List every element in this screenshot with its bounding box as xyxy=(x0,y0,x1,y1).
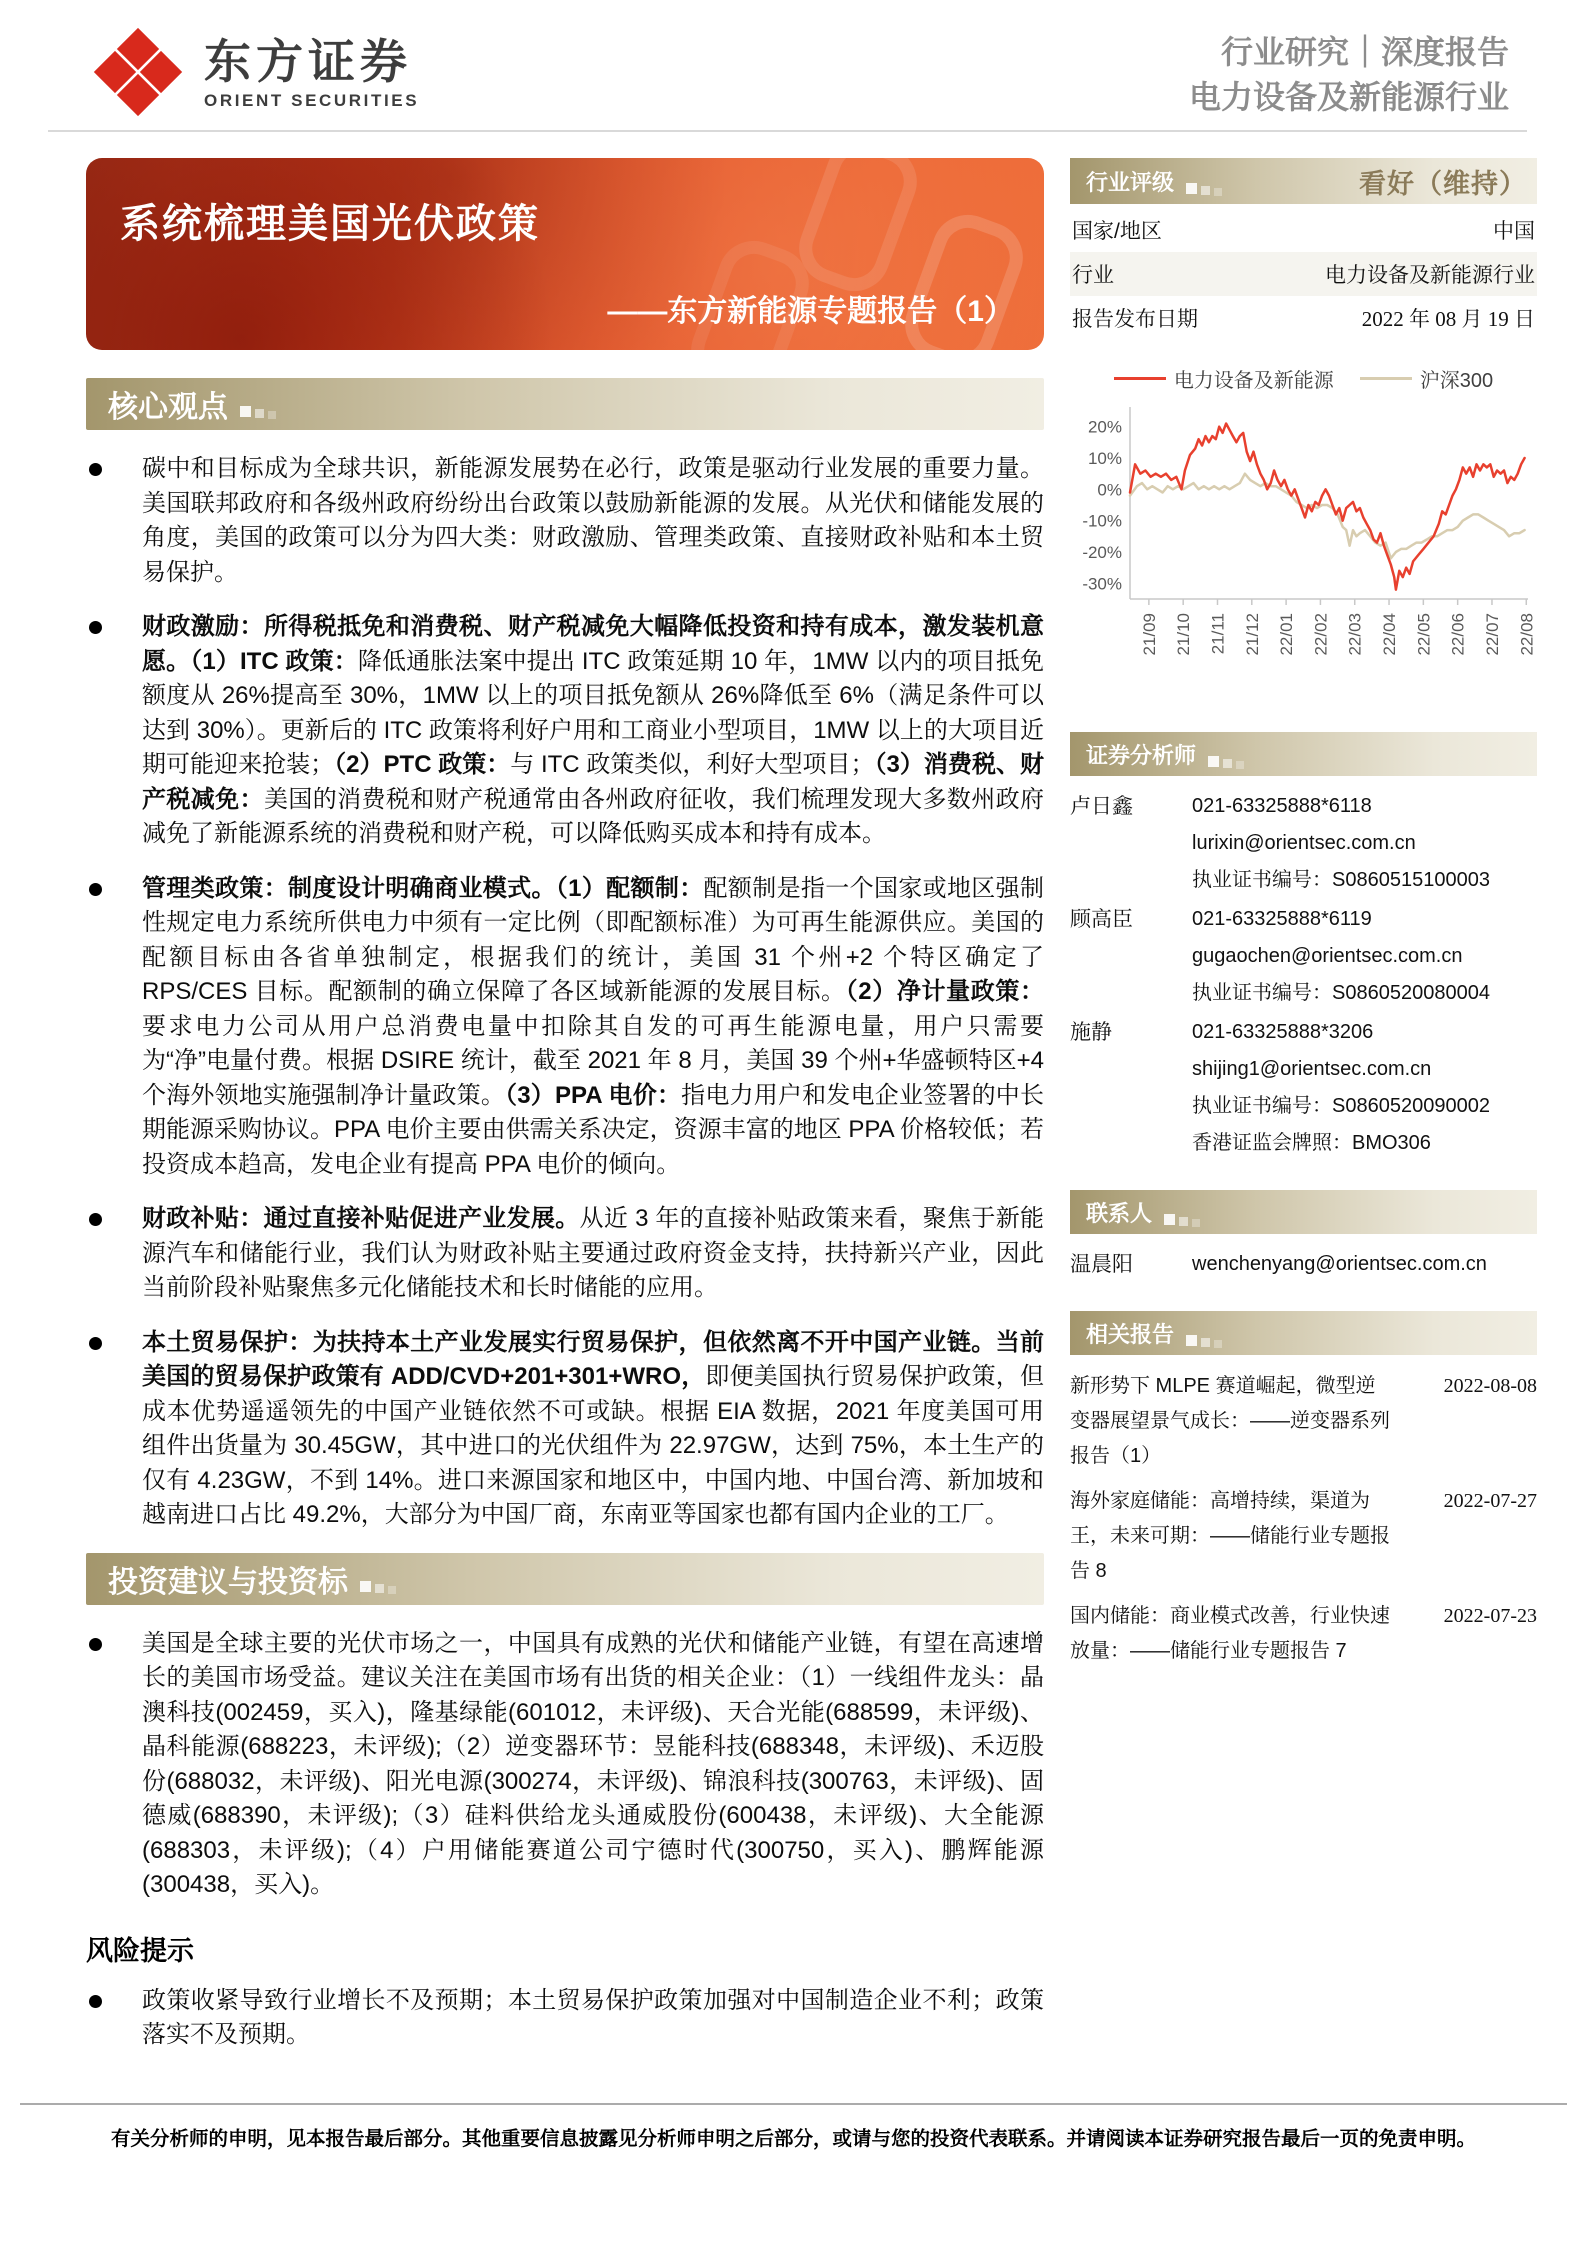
x-axis-tick-label: 21/12 xyxy=(1242,613,1262,656)
bullet-item: 管理类政策：制度设计明确商业模式。（1）配额制：配额制是指一个国家或地区强制性规定电力系统所供电力中须有一定比例（即配额标准）为可再生能源供应。美国的配额目标由各省单独制定，根据我们的统计，美国 31 个州+2 个特区确定了 RPS/CES 目标。配额制的确立保障了各区域新能源的发展目标。（2）净计量政策：要求电力公司从用户总消费电量中扣除其自发的可再生能源电量，用户只需要为“净”电量付费。根据 DSIRE 统计，截至 2021 年 8 月，美国 39 个州+华盛顿特区+4 个海外领地实施强制净计量政策。（3）PPA 电价：指电力用户和发电企业签署的中长期能源采购协议。PPA 电价主要由供需关系决定，资源丰富的地区 PPA 价格较低；若投资成本趋高，发电企业有提高 PPA 电价的倾向。 xyxy=(86,872,1044,1183)
report-title: 系统梳理美国光伏政策 xyxy=(120,202,540,246)
person-details xyxy=(1192,788,1537,899)
orient-securities-logo-icon xyxy=(92,26,184,118)
info-label: 行业 xyxy=(1072,264,1114,287)
decor-squares-icon xyxy=(1186,1318,1226,1348)
analysts-list xyxy=(1070,788,1537,1162)
x-axis-tick-label: 22/07 xyxy=(1482,613,1502,656)
info-label: 报告发布日期 xyxy=(1072,308,1198,331)
contacts-list xyxy=(1070,1246,1537,1283)
bullet-item: 财政激励：所得税抵免和消费税、财产税减免大幅降低投资和持有成本，激发装机意愿。（1）ITC 政策：降低通胀法案中提出 ITC 政策延期 10 年，1MW 以内的项目抵免额度从 26%提高至 30%，1MW 以上的项目抵免额从 26%降低至 6%（满足条件可以达到 30%）。更新后的 ITC 政策将利好户用和工商业小型项目，1MW 以上的大项目近期可能迎来抢装；（2）PTC 政策：与 ITC 政策类似，利好大型项目；（3）消费税、财产税减免：美国的消费税和财产税通常由各州政府征收，我们梳理发现大多数州政府减免了新能源系统的消费税和财产税，可以降低购买成本和持有成本。 xyxy=(86,610,1044,852)
chart-plot-area xyxy=(1070,399,1537,704)
decor-squares-icon xyxy=(1208,739,1248,769)
report-date: 2022-08-08 xyxy=(1443,1375,1537,1397)
section-investment-advice xyxy=(86,1553,1044,1605)
footer-divider xyxy=(20,2103,1567,2105)
person-name: 卢日鑫 xyxy=(1070,795,1133,818)
info-value: 2022 年 08 月 19 日 xyxy=(1361,307,1535,331)
footer-disclaimer: 有关分析师的申明，见本报告最后部分。其他重要信息披露见分析师申明之后部分，或请与您的投资代表联系。并请阅读本证券研究报告最后一页的免责申明。 xyxy=(110,2127,1476,2150)
decor-squares-icon xyxy=(1186,166,1226,196)
x-axis-tick-label: 22/08 xyxy=(1517,613,1537,656)
report-entry xyxy=(1070,1484,1537,1589)
x-axis-tick-label: 22/02 xyxy=(1311,613,1331,656)
x-axis-tick-label: 21/10 xyxy=(1174,613,1194,656)
person-detail-line: 021-63325888*6119 xyxy=(1192,908,1372,930)
y-axis-tick-label: -20% xyxy=(1082,543,1122,562)
x-axis-tick-label: 22/04 xyxy=(1380,613,1400,656)
related-reports-list xyxy=(1070,1369,1537,1669)
brand-logo xyxy=(92,26,419,118)
info-row-country xyxy=(1070,208,1537,252)
person-email-link[interactable]: wenchenyang@orientsec.com.cn xyxy=(1192,1253,1487,1275)
info-value: 中国 xyxy=(1493,220,1535,243)
y-axis-tick-label: 10% xyxy=(1087,449,1122,468)
sidebar xyxy=(1070,158,1537,2073)
report-category xyxy=(1189,26,1509,120)
person-detail-line: 执业证书编号：S0860520090002 xyxy=(1192,1095,1490,1117)
person-entry xyxy=(1070,1014,1537,1162)
risk-list xyxy=(86,1984,1044,2053)
y-axis-tick-label: -10% xyxy=(1082,511,1122,531)
person-name: 施静 xyxy=(1070,1021,1112,1044)
bullet-item: 碳中和目标成为全球共识，新能源发展势在必行，政策是驱动行业发展的重要力量。美国联邦政府和各级州政府纷纷出台政策以鼓励新能源的发展。从光伏和储能发展的角度，美国的政策可以分为四大类：财政激励、管理类政策、直接财政补贴和本土贸易保护。 xyxy=(86,452,1044,590)
report-entry xyxy=(1070,1599,1537,1669)
decor-squares-icon xyxy=(1164,1197,1204,1227)
info-label: 国家/地区 xyxy=(1072,220,1162,243)
section-core-views-title: 核心观点 xyxy=(108,391,228,424)
report-entry xyxy=(1070,1369,1537,1474)
related-reports-header xyxy=(1070,1311,1537,1355)
info-value: 电力设备及新能源行业 xyxy=(1325,264,1535,287)
report-subtitle: ——东方新能源专题报告（1） xyxy=(607,295,1014,328)
analysts-header-title: 证券分析师 xyxy=(1086,742,1197,768)
bullet-item: 政策收紧导致行业增长不及预期；本土贸易保护政策加强对中国制造企业不利；政策落实不及预期。 xyxy=(86,1984,1044,2053)
bullet-item: 财政补贴：通过直接补贴促进产业发展。从近 3 年的直接补贴政策来看，聚焦于新能源汽车和储能行业，我们认为财政补贴主要通过政府资金支持，扶持新兴产业，因此当前阶段补贴聚焦多元化储能技术和长时储能的应用。 xyxy=(86,1202,1044,1306)
y-axis-tick-label: 0% xyxy=(1097,480,1122,500)
performance-chart xyxy=(1070,364,1537,704)
investment-advice-list xyxy=(86,1627,1044,1903)
report-link[interactable]: 新形势下 MLPE 赛道崛起，微型逆变器展望景气成长：——逆变器系列报告（1） xyxy=(1070,1375,1390,1467)
content-columns xyxy=(0,132,1587,2073)
info-row-publish-date xyxy=(1070,296,1537,340)
page-header xyxy=(0,0,1587,120)
person-details xyxy=(1192,1246,1537,1283)
brand-name-en: ORIENT SECURITIES xyxy=(204,91,420,110)
legend-item-industry xyxy=(1114,364,1334,393)
contacts-header-title: 联系人 xyxy=(1086,1200,1153,1226)
legend-line-icon xyxy=(1360,377,1412,380)
person-details xyxy=(1192,1014,1537,1162)
y-axis-tick-label: 20% xyxy=(1087,417,1122,437)
report-link[interactable]: 国内储能：商业模式改善，行业快速放量：——储能行业专题报告 7 xyxy=(1070,1605,1390,1662)
x-axis-tick-label: 21/09 xyxy=(1139,613,1159,656)
x-axis-tick-label: 21/11 xyxy=(1208,613,1228,655)
related-reports-header-title: 相关报告 xyxy=(1086,1321,1175,1347)
x-axis-tick-label: 22/05 xyxy=(1414,613,1434,656)
person-email-link[interactable]: lurixin@orientsec.com.cn xyxy=(1192,832,1416,854)
contacts-header xyxy=(1070,1190,1537,1234)
industry-rating-label: 行业评级 xyxy=(1086,169,1175,195)
report-date: 2022-07-27 xyxy=(1443,1490,1537,1512)
series-line-电力设备及新能源 xyxy=(1130,424,1525,590)
main-column xyxy=(86,158,1044,2073)
person-detail-line: 执业证书编号：S0860515100003 xyxy=(1192,869,1490,891)
legend-label: 沪深300 xyxy=(1419,370,1494,392)
legend-label: 电力设备及新能源 xyxy=(1173,370,1334,392)
person-email-link[interactable]: shijing1@orientsec.com.cn xyxy=(1192,1058,1432,1080)
x-axis-tick-label: 22/03 xyxy=(1345,613,1365,656)
x-axis-tick-label: 22/01 xyxy=(1277,613,1297,656)
person-detail-line: 021-63325888*6118 xyxy=(1192,795,1372,817)
report-link[interactable]: 海外家庭储能：高增持续，渠道为王，未来可期：——储能行业专题报告 8 xyxy=(1070,1490,1390,1582)
report-date: 2022-07-23 xyxy=(1443,1605,1537,1627)
person-email-link[interactable]: gugaochen@orientsec.com.cn xyxy=(1192,945,1463,967)
report-info-table xyxy=(1070,208,1537,340)
chain-watermark-icon xyxy=(789,158,927,301)
person-entry xyxy=(1070,1246,1537,1283)
core-views-list xyxy=(86,452,1044,1533)
decor-squares-icon xyxy=(360,1564,400,1594)
risk-heading: 风险提示 xyxy=(86,1935,194,1966)
legend-line-icon xyxy=(1114,377,1166,380)
section-core-views xyxy=(86,378,1044,430)
person-entry xyxy=(1070,901,1537,1012)
series-line-沪深300 xyxy=(1130,474,1525,559)
x-axis-tick-label: 22/06 xyxy=(1448,613,1468,656)
bullet-item: 本土贸易保护：为扶持本土产业发展实行贸易保护，但依然离不开中国产业链。当前美国的贸易保护政策有 ADD/CVD+201+301+WRO，即便美国执行贸易保护政策，但成本优势遥遥领先的中国产业链依然不可或缺。根据 EIA 数据，2021 年度美国可用组件出货量为 30.45GW，其中进口的光伏组件为 22.97GW，达到 75%，本土生产的仅有 4.23GW，不到 14%。进口来源国家和地区中，中国内地、中国台湾、新加坡和越南进口占比 49.2%，大部分为中国厂商，东南亚等国家也都有国内企业的工厂。 xyxy=(86,1326,1044,1533)
brand-name xyxy=(204,33,419,111)
bullet-item: 美国是全球主要的光伏市场之一，中国具有成熟的光伏和储能产业链，有望在高速增长的美国市场受益。建议关注在美国市场有出货的相关企业：（1）一线组件龙头：晶澳科技(002459，买入)，隆基绿能(601012，未评级)、天合光能(688599，未评级)、晶科能源(688223，未评级);（2）逆变器环节：昱能科技(688348，未评级)、禾迈股份(688032，未评级)、阳光电源(300274，未评级)、锦浪科技(300763，未评级)、固德威(688390，未评级);（3）硅料供给龙头通威股份(600438，未评级)、大全能源(688303，未评级);（4）户用储能赛道公司宁德时代(300750，买入)、鹏辉能源(300438，买入)。 xyxy=(86,1627,1044,1903)
industry-rating-bar xyxy=(1070,158,1537,204)
section-investment-advice-title: 投资建议与投资标 xyxy=(108,1565,348,1599)
y-axis-tick-label: -30% xyxy=(1082,574,1122,594)
person-detail-line: 021-63325888*3206 xyxy=(1192,1021,1374,1043)
report-category-line1: 行业研究｜深度报告 xyxy=(1220,34,1509,70)
person-name: 温晨阳 xyxy=(1070,1253,1133,1276)
analysts-header xyxy=(1070,732,1537,776)
title-banner xyxy=(86,158,1044,350)
chart-legend xyxy=(1070,364,1537,393)
person-entry xyxy=(1070,788,1537,899)
performance-line-chart xyxy=(1070,399,1537,699)
person-detail-line: 执业证书编号：S0860520080004 xyxy=(1192,982,1490,1004)
person-details xyxy=(1192,901,1537,1012)
industry-rating-value: 看好（维持） xyxy=(1359,168,1527,199)
brand-name-cn: 东方证券 xyxy=(204,35,412,88)
report-category-line2: 电力设备及新能源行业 xyxy=(1188,79,1509,115)
person-name: 顾高臣 xyxy=(1070,908,1133,931)
legend-item-csi300 xyxy=(1360,364,1493,393)
info-row-industry xyxy=(1070,252,1537,296)
decor-squares-icon xyxy=(240,389,280,419)
person-detail-line: 香港证监会牌照：BMO306 xyxy=(1192,1132,1431,1154)
